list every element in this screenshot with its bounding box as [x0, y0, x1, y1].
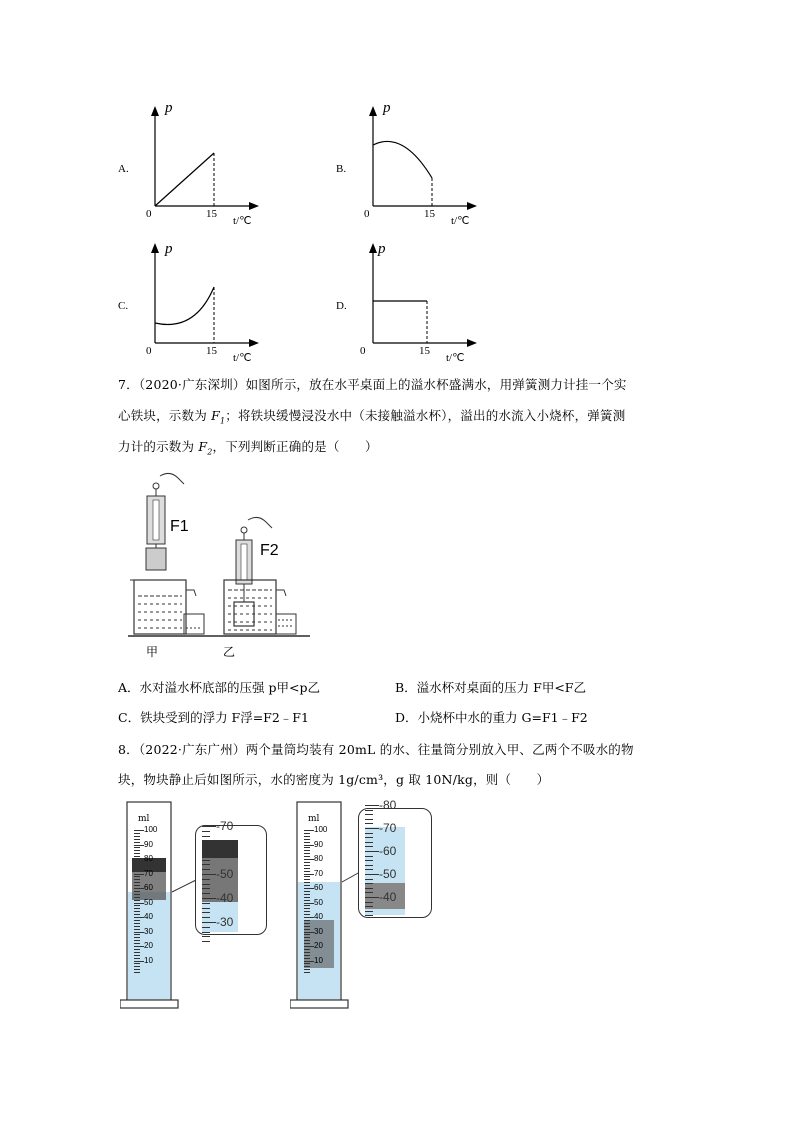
scale-minor-tick: [134, 842, 140, 843]
scale-label: 60: [144, 883, 153, 892]
scale-label: 100: [314, 825, 328, 834]
zoom-minor-tick: [365, 828, 379, 829]
scale-minor-tick: [304, 833, 310, 834]
scale-minor-tick: [304, 845, 314, 846]
scale-minor-tick: [304, 952, 310, 953]
graph-b: [333, 100, 493, 230]
scale-minor-tick: [134, 833, 140, 834]
zoom-minor-tick: [202, 932, 210, 933]
graph-b-plot: [333, 100, 493, 230]
scale-minor-tick: [134, 891, 140, 892]
zoom-minor-tick: [365, 902, 373, 903]
scale-label: 70: [144, 868, 153, 878]
zoom-minor-tick: [365, 897, 379, 898]
zoom-minor-tick: [365, 883, 373, 884]
zoom-minor-tick: [202, 912, 210, 913]
zoom-minor-tick: [365, 851, 379, 852]
scale-minor-tick: [134, 961, 144, 962]
scale-minor-tick: [304, 969, 310, 970]
q7-option-c[interactable]: C．铁块受到的浮力 F浮=F2﹣F1: [118, 710, 309, 725]
zoom-minor-tick: [202, 831, 210, 832]
q7-figure: [120, 468, 320, 663]
scale-tick: [304, 868, 344, 889]
scale-minor-tick: [304, 865, 310, 866]
graph-b-xlabel: t/℃: [451, 215, 470, 227]
zoom-minor-tick: [365, 819, 373, 820]
scale-tick: [304, 912, 344, 932]
scale-minor-tick: [304, 885, 310, 886]
option-label-c: C.: [118, 300, 129, 312]
scale-minor-tick: [304, 955, 310, 956]
zoom-minor-tick: [365, 915, 373, 916]
zoom-minor-tick: [365, 874, 379, 875]
scale-tick: [134, 955, 174, 976]
scale-minor-tick: [134, 859, 144, 860]
q7-line-3: [118, 437, 378, 457]
scale-minor-tick: [134, 972, 140, 973]
graph-d-xlabel: t/℃: [446, 352, 465, 364]
q7-option-b[interactable]: B．溢水杯对桌面的压力 F甲<F乙: [395, 680, 586, 695]
scale-minor-tick: [304, 966, 310, 967]
zoom-minor-tick: [202, 917, 210, 918]
scale-tick: [134, 868, 174, 889]
zoom-minor-tick: [202, 898, 216, 899]
zoom-minor-tick: [202, 922, 216, 923]
zoom-minor-tick: [202, 840, 210, 841]
zoom-minor-tick: [202, 860, 210, 861]
zoom-minor-tick: [365, 865, 373, 866]
graph-c-xlabel: t/℃: [233, 352, 252, 364]
scale-minor-tick: [304, 842, 310, 843]
scale-tick: [304, 854, 344, 874]
scale-minor-tick: [304, 879, 310, 880]
zoom-minor-tick: [202, 908, 210, 909]
zoom-minor-tick: [365, 856, 373, 857]
zoom-label: -50: [379, 867, 397, 881]
zoom-minor-tick: [365, 805, 379, 806]
q7-f2-sub: 2: [207, 447, 213, 457]
scale-tick: [134, 897, 174, 918]
scale-minor-tick: [304, 949, 310, 950]
zoom-label: -80: [379, 798, 397, 812]
zoom-minor-tick: [202, 869, 210, 870]
scale-minor-tick: [134, 897, 140, 898]
q7-fig-right-label: 乙: [223, 645, 236, 659]
scale-minor-tick: [134, 850, 140, 851]
scale-minor-tick: [304, 874, 314, 875]
scale-minor-tick: [134, 885, 140, 886]
scale-minor-tick: [134, 871, 140, 872]
q8-zoom-left: [195, 819, 267, 935]
scale-minor-tick: [134, 955, 140, 956]
graph-d-xtick: 15: [419, 345, 430, 357]
scale-minor-tick: [134, 905, 140, 906]
scale-tick: [304, 955, 344, 976]
q7-line-2b: ；将铁块缓慢浸没水中（未接触溢水杯），溢出的水流入小烧杯，弹簧测: [225, 408, 626, 423]
zoom-minor-tick: [202, 893, 210, 894]
scale-minor-tick: [134, 958, 140, 959]
scale-label: 50: [314, 897, 323, 907]
graph-c: [115, 237, 275, 367]
scale-label: 20: [144, 941, 153, 950]
scale-minor-tick: [134, 830, 144, 831]
zoom-minor-tick: [202, 864, 210, 865]
zoom-minor-tick: [202, 874, 216, 875]
scale-minor-tick: [134, 868, 140, 869]
scale-minor-tick: [134, 874, 144, 875]
scale-minor-tick: [304, 940, 310, 941]
zoom-minor-tick: [202, 927, 210, 928]
zoom-minor-tick: [202, 850, 216, 851]
scale-tick: [134, 941, 174, 961]
scale-minor-tick: [304, 871, 310, 872]
scale-minor-tick: [134, 845, 144, 846]
scale-minor-tick: [304, 876, 310, 877]
scale-minor-tick: [134, 949, 140, 950]
zoom-minor-tick: [365, 810, 373, 811]
graph-b-origin: 0: [364, 208, 370, 220]
graph-d-origin: 0: [360, 345, 366, 357]
scale-label: 20: [314, 941, 323, 950]
option-label-a: A.: [118, 163, 129, 175]
scale-minor-tick: [134, 908, 140, 909]
scale-minor-tick: [134, 911, 140, 912]
zoom-minor-tick: [365, 869, 373, 870]
scale-minor-tick: [304, 903, 314, 904]
scale-label: 30: [314, 926, 323, 936]
scale-label: 60: [314, 883, 323, 892]
q7-option-a[interactable]: A．水对溢水杯底部的压强 p甲<p乙: [118, 680, 320, 695]
scale-minor-tick: [304, 958, 310, 959]
scale-minor-tick: [304, 929, 310, 930]
q7-option-d[interactable]: D．小烧杯中水的重力 G=F1﹣F2: [395, 710, 588, 725]
graph-c-origin: 0: [146, 345, 152, 357]
scale-tick: [304, 883, 344, 903]
scale-minor-tick: [134, 879, 140, 880]
scale-minor-tick: [134, 900, 140, 901]
zoom-minor-tick: [365, 879, 373, 880]
graph-a-plot: [115, 100, 275, 230]
q8-zoom-right: [358, 798, 432, 918]
q8-line-2: 块，物块静止后如图所示，水的密度为 1g/cm³，g 取 10N/kg，则（ ）: [118, 772, 550, 787]
zoom-minor-tick: [202, 855, 210, 856]
graph-d: [333, 237, 493, 367]
scale-minor-tick: [304, 943, 310, 944]
zoom-tick: [202, 915, 262, 946]
zoom-label: -40: [379, 890, 397, 904]
zoom-minor-tick: [365, 888, 373, 889]
scale-minor-tick: [134, 853, 140, 854]
scale-minor-tick: [134, 865, 140, 866]
scale-minor-tick: [304, 926, 310, 927]
scale-tick: [304, 897, 344, 918]
scale-minor-tick: [134, 932, 144, 933]
zoom-tick: [365, 890, 425, 920]
zoom-minor-tick: [202, 888, 210, 889]
scale-label: 10: [144, 955, 153, 965]
zoom-label: -30: [216, 915, 234, 929]
graph-d-plot: [333, 237, 493, 367]
zoom-label: -60: [379, 844, 397, 858]
scale-minor-tick: [304, 862, 310, 863]
zoom-minor-tick: [365, 837, 373, 838]
scale-minor-tick: [134, 937, 140, 938]
scale-minor-tick: [304, 923, 310, 924]
graph-c-plot: [115, 237, 275, 367]
scale-tick: [304, 926, 344, 947]
q7-line-1: 7．（2020·广东深圳）如图所示，放在水平桌面上的溢水杯盛满水，用弹簧测力计挂一个实: [118, 377, 627, 392]
graph-c-ylabel: p: [165, 241, 173, 257]
q7-f1-sub: 1: [219, 416, 226, 426]
scale-minor-tick: [304, 961, 314, 962]
scale-minor-tick: [134, 888, 144, 889]
scale-minor-tick: [134, 969, 140, 970]
zoom-minor-tick: [365, 846, 373, 847]
scale-minor-tick: [304, 888, 314, 889]
scale-tick: [304, 941, 344, 961]
q7-fig-f1-label: F1: [170, 518, 189, 535]
zoom-minor-tick: [202, 879, 210, 880]
scale-minor-tick: [134, 943, 140, 944]
zoom-minor-tick: [365, 892, 373, 893]
scale-minor-tick: [134, 963, 140, 964]
scale-label: 100: [144, 825, 158, 834]
zoom-minor-tick: [202, 845, 210, 846]
scale-minor-tick: [134, 903, 144, 904]
option-label-d: D.: [336, 300, 347, 312]
zoom-minor-tick: [365, 814, 373, 815]
scale-minor-tick: [134, 876, 140, 877]
scale-minor-tick: [134, 914, 140, 915]
graph-b-ylabel: p: [383, 100, 391, 116]
scale-minor-tick: [134, 917, 144, 918]
scale-minor-tick: [134, 926, 140, 927]
scale-tick: [304, 825, 344, 845]
scale-minor-tick: [134, 929, 140, 930]
scale-label: 80: [144, 854, 153, 863]
scale-tick: [134, 912, 174, 932]
scale-minor-tick: [304, 963, 310, 964]
scale-tick: [304, 839, 344, 860]
scale-minor-tick: [134, 952, 140, 953]
scale-minor-tick: [134, 847, 140, 848]
scale-minor-tick: [304, 908, 310, 909]
scale-minor-tick: [304, 839, 310, 840]
scale-minor-tick: [134, 856, 140, 857]
zoom-minor-tick: [365, 833, 373, 834]
scale-minor-tick: [304, 868, 310, 869]
graph-d-ylabel: p: [378, 241, 386, 257]
zoom-label: -40: [216, 891, 234, 905]
q7-f1-symbol: F: [211, 408, 220, 423]
q8-left-unit: ml: [138, 814, 150, 824]
zoom-minor-tick: [365, 860, 373, 861]
scale-minor-tick: [134, 920, 140, 921]
zoom-minor-tick: [202, 936, 210, 937]
scale-minor-tick: [134, 934, 140, 935]
graph-c-xtick: 15: [206, 345, 217, 357]
q7-fig-left-label: 甲: [146, 645, 159, 659]
q7-f2-symbol: F: [198, 439, 208, 454]
zoom-minor-tick: [365, 911, 373, 912]
scale-minor-tick: [304, 914, 310, 915]
q8-line-1: 8．（2022·广东广州）两个量筒均装有 20mL 的水、往量筒分别放入甲、乙两个不吸水的物: [118, 742, 634, 757]
scale-minor-tick: [304, 850, 310, 851]
scale-minor-tick: [304, 937, 310, 938]
scale-tick: [134, 883, 174, 903]
scale-minor-tick: [134, 923, 140, 924]
zoom-minor-tick: [202, 884, 210, 885]
scale-minor-tick: [304, 932, 314, 933]
scale-label: 80: [314, 854, 323, 863]
graph-a-xtick: 15: [206, 208, 217, 220]
q7-line-3b: ，下列判断正确的是（ ）: [212, 439, 378, 454]
scale-minor-tick: [304, 897, 310, 898]
scale-minor-tick: [304, 859, 314, 860]
scale-minor-tick: [304, 972, 310, 973]
scale-minor-tick: [134, 946, 144, 947]
zoom-label: -70: [216, 819, 234, 833]
scale-label: 90: [314, 839, 323, 849]
zoom-minor-tick: [202, 941, 210, 942]
scale-minor-tick: [304, 836, 310, 837]
scale-label: 40: [314, 912, 323, 921]
scale-minor-tick: [304, 905, 310, 906]
scale-label: 10: [314, 955, 323, 965]
scale-minor-tick: [304, 900, 310, 901]
scale-label: 50: [144, 897, 153, 907]
zoom-minor-tick: [202, 826, 216, 827]
scale-minor-tick: [304, 853, 310, 854]
scale-tick: [134, 825, 174, 845]
scale-minor-tick: [304, 946, 314, 947]
q7-line-3a: 力计的示数为: [118, 439, 199, 454]
scale-label: 70: [314, 868, 323, 878]
zoom-label: -60: [216, 843, 234, 857]
zoom-minor-tick: [202, 836, 210, 837]
zoom-minor-tick: [365, 906, 373, 907]
graph-a: [115, 100, 275, 230]
scale-minor-tick: [304, 917, 314, 918]
scale-minor-tick: [134, 839, 140, 840]
scale-minor-tick: [134, 862, 140, 863]
scale-minor-tick: [304, 830, 314, 831]
scale-label: 40: [144, 912, 153, 921]
graph-b-xtick: 15: [424, 208, 435, 220]
zoom-minor-tick: [202, 903, 210, 904]
zoom-label: -70: [379, 821, 397, 835]
q7-fig-f2-label: F2: [260, 542, 279, 559]
scale-minor-tick: [134, 882, 140, 883]
zoom-label: -50: [216, 867, 234, 881]
graph-a-origin: 0: [146, 208, 152, 220]
scale-label: 90: [144, 839, 153, 849]
graph-a-xlabel: t/℃: [233, 215, 252, 227]
scale-minor-tick: [304, 934, 310, 935]
scale-minor-tick: [134, 940, 140, 941]
scale-minor-tick: [304, 847, 310, 848]
scale-minor-tick: [304, 911, 310, 912]
scale-tick: [134, 926, 174, 947]
scale-minor-tick: [134, 836, 140, 837]
graph-a-ylabel: p: [165, 100, 173, 116]
q8-right-unit: ml: [308, 814, 320, 824]
scale-minor-tick: [134, 894, 140, 895]
q7-apparatus-drawing: [120, 468, 320, 663]
scale-minor-tick: [304, 856, 310, 857]
option-label-b: B.: [336, 163, 347, 175]
q7-line-2a: 心铁块，示数为: [118, 408, 212, 423]
q7-line-2: [118, 406, 625, 426]
scale-minor-tick: [304, 891, 310, 892]
zoom-minor-tick: [365, 823, 373, 824]
scale-minor-tick: [304, 894, 310, 895]
scale-minor-tick: [304, 882, 310, 883]
scale-tick: [134, 839, 174, 860]
scale-minor-tick: [304, 920, 310, 921]
zoom-minor-tick: [365, 842, 373, 843]
scale-minor-tick: [134, 966, 140, 967]
scale-label: 30: [144, 926, 153, 936]
scale-tick: [134, 854, 174, 874]
